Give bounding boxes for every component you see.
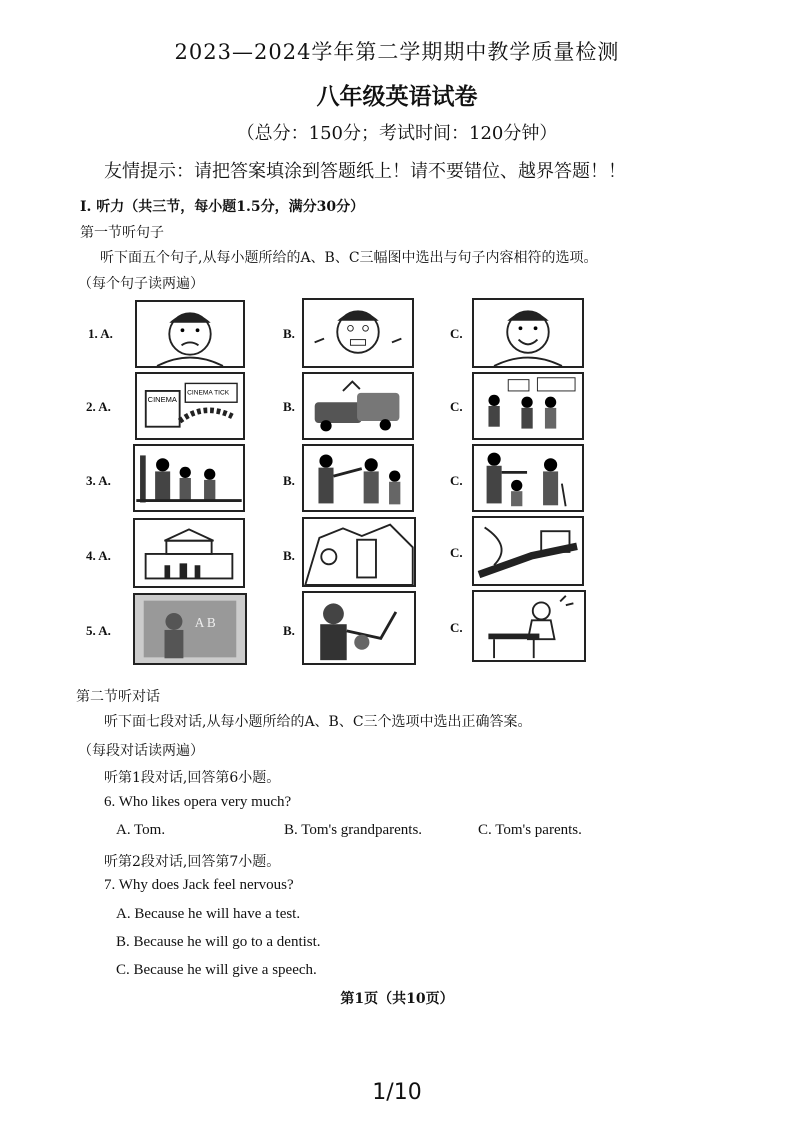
woman-presenting-icon xyxy=(304,593,414,663)
score-info: （总分：150分；考试时间：120分钟） xyxy=(236,123,558,144)
row1-label-c: C. xyxy=(450,326,463,341)
row5-label-b: B. xyxy=(283,623,295,638)
people-greeting-icon xyxy=(304,446,412,510)
teacher-blackboard-icon xyxy=(135,595,245,663)
q6-option-a[interactable]: A. Tom. xyxy=(116,822,166,838)
section1-note: （每个句子读两遍） xyxy=(78,276,204,292)
row2-label-a: 2. A. xyxy=(86,399,111,414)
row5-label-c: C. xyxy=(450,620,463,635)
q7-option-a[interactable]: A. Because he will have a test. xyxy=(116,906,301,922)
row2-label-c: C. xyxy=(450,399,463,414)
cinema-ticket-label: CINEMA TICK xyxy=(187,389,230,397)
q7-option-c[interactable]: C. Because he will give a speech. xyxy=(116,962,317,978)
exam-subtitle: 八年级英语试卷 xyxy=(316,83,478,110)
row1-label-a: 1. A. xyxy=(88,326,113,341)
q7-option-b[interactable]: B. Because he will go to a dentist. xyxy=(116,934,321,950)
row4-label-a: 4. A. xyxy=(86,548,111,563)
picture-3b[interactable] xyxy=(302,444,414,512)
row1-label-b: B. xyxy=(283,326,295,341)
picture-2a[interactable] xyxy=(135,372,245,440)
picture-4c[interactable] xyxy=(472,516,584,586)
row2-label-b: B. xyxy=(283,399,295,414)
picture-1a[interactable] xyxy=(135,300,245,368)
people-shopping-icon xyxy=(474,374,582,438)
picture-3a[interactable] xyxy=(133,444,245,512)
tiananmen-icon xyxy=(135,520,243,586)
row3-label-b: B. xyxy=(283,473,295,488)
car-accident-icon xyxy=(304,374,412,438)
picture-4a[interactable] xyxy=(133,518,245,588)
friendly-tip: 友情提示：请把答案填涂到答题纸上！请不要错位、越界答题！！ xyxy=(104,161,626,182)
face-upset-icon xyxy=(137,302,243,366)
section1-title: 第一节听句子 xyxy=(80,225,164,241)
section2-instruction: 听下面七段对话,从每小题所给的A、B、C三个选项中选出正确答案。 xyxy=(104,714,532,730)
picture-5c[interactable] xyxy=(472,590,586,662)
picture-2b[interactable] xyxy=(302,372,414,440)
part1-heading: I. 听力（共三节，每小题1.5分，满分30分） xyxy=(80,199,365,215)
row3-label-c: C. xyxy=(450,473,463,488)
great-wall-icon xyxy=(474,518,582,584)
section2-title: 第二节听对话 xyxy=(76,689,160,705)
picture-3c[interactable] xyxy=(472,444,584,512)
cinema-tickets-icon xyxy=(137,374,243,438)
exam-title: 2023—2024学年第二学期期中教学质量检测 xyxy=(174,40,620,64)
face-scared-icon xyxy=(304,300,412,366)
cinema-label: CINEMA xyxy=(147,395,177,405)
row4-label-c: C. xyxy=(450,545,463,560)
picture-2c[interactable] xyxy=(472,372,584,440)
face-happy-icon xyxy=(474,300,582,366)
q6-option-b[interactable]: B. Tom's grandparents. xyxy=(284,822,423,838)
svg-text:A B: A B xyxy=(194,615,216,631)
question-6: 6. Who likes opera very much? xyxy=(104,794,292,810)
mountain-carving-icon xyxy=(304,519,414,585)
picture-5b[interactable] xyxy=(302,591,416,665)
family-waiting-icon xyxy=(135,446,243,510)
picture-4b[interactable] xyxy=(302,517,416,587)
section2-note: （每段对话读两遍） xyxy=(78,743,204,759)
row4-label-b: B. xyxy=(283,548,295,563)
picture-1c[interactable] xyxy=(472,298,584,368)
old-man-with-cane-icon xyxy=(474,446,582,510)
row5-label-a: 5. A. xyxy=(86,623,111,638)
page-number: 1/10 xyxy=(372,1080,422,1105)
dialogue2-instruction: 听第2段对话,回答第7小题。 xyxy=(104,854,281,870)
page-footer: 第1页（共10页） xyxy=(340,991,454,1007)
student-desk-icon xyxy=(474,592,584,660)
q6-option-c[interactable]: C. Tom's parents. xyxy=(478,822,582,838)
question-7: 7. Why does Jack feel nervous? xyxy=(104,877,294,893)
picture-1b[interactable] xyxy=(302,298,414,368)
picture-5a[interactable] xyxy=(133,593,247,665)
section1-instruction: 听下面五个句子,从每小题所给的A、B、C三幅图中选出与句子内容相符的选项。 xyxy=(100,250,598,266)
row3-label-a: 3. A. xyxy=(86,473,111,488)
dialogue1-instruction: 听第1段对话,回答第6小题。 xyxy=(104,770,281,786)
